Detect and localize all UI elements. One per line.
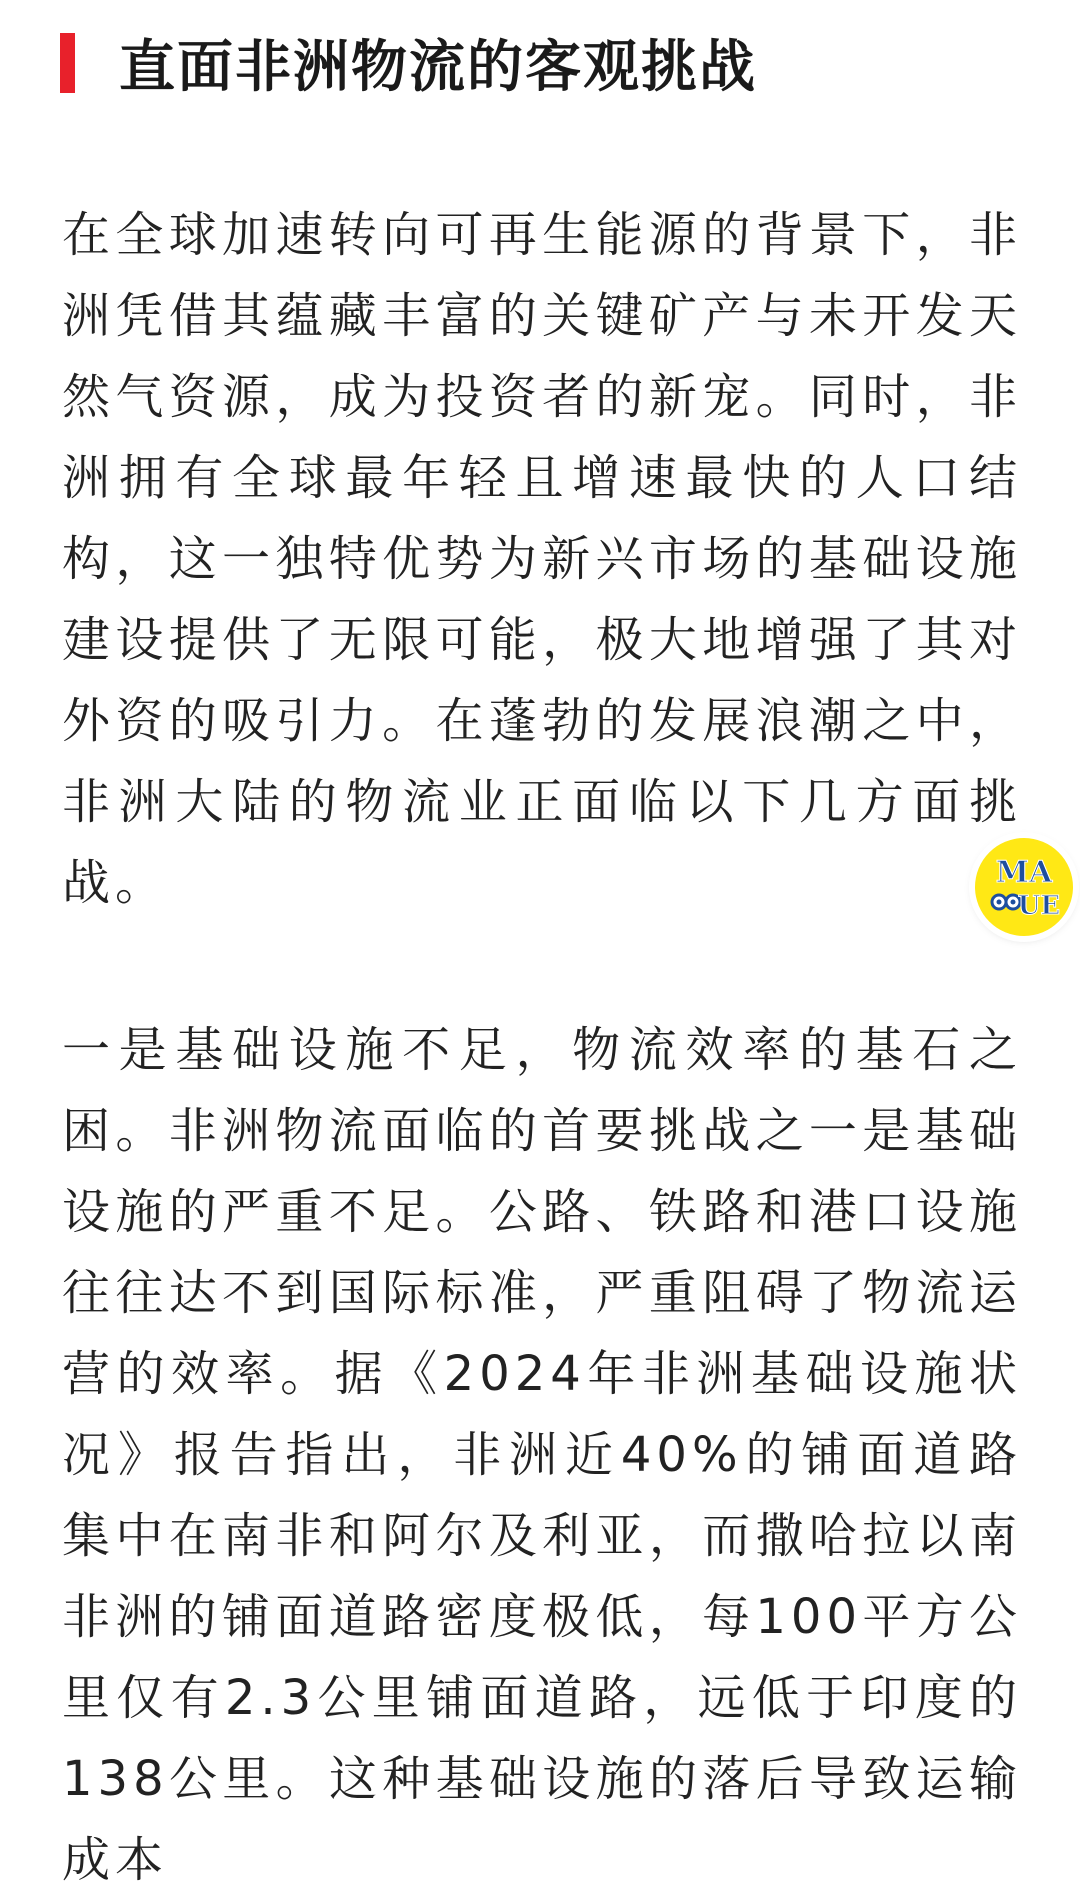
heading-accent-bar	[60, 33, 75, 93]
mascot-badge-icon[interactable]	[975, 838, 1073, 936]
mascot-badge-graphic	[975, 838, 1073, 936]
heading-title: 直面非洲物流的客观挑战	[119, 35, 757, 100]
section-heading	[60, 28, 757, 98]
badge-line-2: UE	[1017, 891, 1061, 921]
article-paragraph-2: 一是基础设施不足，物流效率的基石之困。非洲物流面临的首要挑战之一是基础设施的严重不足。公路、铁路和港口设施往往达不到国际标准，严重阻碍了物流运营的效率。据《2024年非洲基础设施状况》报告指出，非洲近40%的铺面道路集中在南非和阿尔及利亚，而撒哈拉以南非洲的铺面道路密度极低，每100平方公里仅有2.3公里铺面道路，远低于印度的138公里。这种基础设施的落后导致运输成本	[62, 1022, 1022, 1888]
badge-line-1: MA	[995, 855, 1053, 890]
article-paragraph-1: 在全球加速转向可再生能源的背景下，非洲凭借其蕴藏丰富的关键矿产与未开发天然气资源，成为投资者的新宠。同时，非洲拥有全球最年轻且增速最快的人口结构，这一独特优势为新兴市场的基础设施建设提供了无限可能，极大地增强了其对外资的吸引力。在蓬勃的发展浪潮之中，非洲大陆的物流业正面临以下几方面挑战。	[62, 207, 1022, 911]
